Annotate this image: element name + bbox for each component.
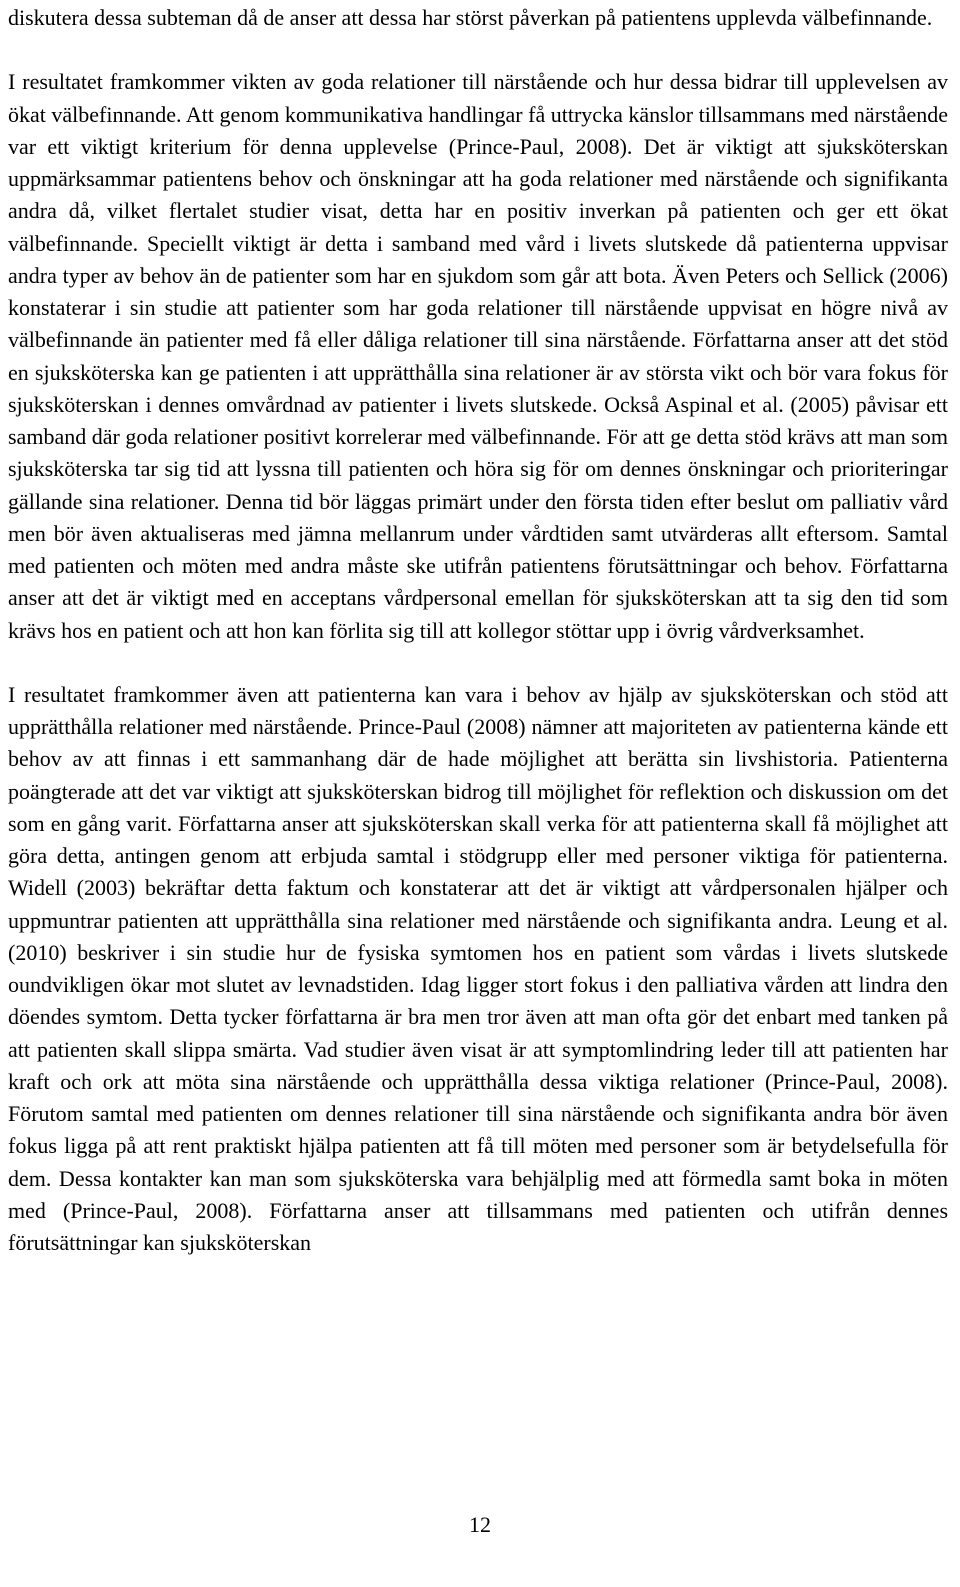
paragraph-spacer	[8, 34, 948, 66]
paragraph-relations-result: I resultatet framkommer vikten av goda relationer till närstående och hur dessa bidrar till upplevelsen av ökat välbefinnande. Att genom kommunikativa handlingar få uttrycka känslor tillsammans med närstående var ett viktigt kriterium för denna upplevelse (Prince-Paul, 2008). Det är viktigt att sjuksköterskan uppmärksammar patientens behov och önskningar att ha goda relationer med närstående och signifikanta andra då, vilket flertalet studier visat, detta har en positiv inverkan på patienten och ger ett ökat välbefinnande. Speciellt viktigt är detta i samband med vård i livets slutskede då patienterna uppvisar andra typer av behov än de patienter som har en sjukdom som går att bota. Även Peters och Sellick (2006) konstaterar i sin studie att patienter som har goda relationer till närstående uppvisat en högre nivå av välbefinnande än patienter med få eller dåliga relationer till sina närstående. Författarna anser att det stöd en sjuksköterska kan ge patienten i att upprätthålla sina relationer är av största vikt och bör vara fokus för sjuksköterskan i dennes omvårdnad av patienter i livets slutskede. Också Aspinal et al. (2005) påvisar ett samband där goda relationer positivt korrelerar med välbefinnande. För att ge detta stöd krävs att man som sjuksköterska tar sig tid att lyssna till patienten och höra sig för om dennes önskningar och prioriteringar gällande sina relationer. Denna tid bör läggas primärt under den första tiden efter beslut om palliativ vård men bör även aktualiseras med jämna mellanrum under vårdtiden samt utvärderas allt eftersom. Samtal med patienten och möten med andra måste ske utifrån patientens förutsättningar och behov. Författarna anser att det är viktigt med en acceptans vårdpersonal emellan för sjuksköterskan att ta sig den tid som krävs hos en patient och att hon kan förlita sig till att kollegor stöttar upp i övrig vårdverksamhet.	[8, 69, 948, 643]
page-number: 12	[469, 1512, 491, 1537]
paragraph-support-result: I resultatet framkommer även att patienterna kan vara i behov av hjälp av sjuksköterskan och stöd att upprätthålla relationer med närstående. Prince-Paul (2008) nämner att majoriteten av patienterna kände ett behov av att finnas i ett sammanhang där de hade möjlighet att berätta sin livshistoria. Patienterna poängterade att det var viktigt att sjuksköterskan bidrog till möjlighet för reflektion och diskussion om det som en gång varit. Författarna anser att sjuksköterskan skall verka för att patienterna skall få möjlighet att göra detta, antingen genom att erbjuda samtal i stödgrupp eller med personer viktiga för patienterna. Widell (2003) bekräftar detta faktum och konstaterar att det är viktigt att vårdpersonalen hjälper och uppmuntrar patienten att upprätthålla sina relationer med närstående och signifikanta andra. Leung et al. (2010) beskriver i sin studie hur de fysiska symtomen hos en patient som vårdas i livets slutskede oundvikligen ökar mot slutet av levnadstiden. Idag ligger stort fokus i den palliativa vården att lindra den döendes symtom. Detta tycker författarna är bra men tror även att man ofta gör det enbart med tanken på att patienten skall slippa smärta. Vad studier även visat är att symptomlindring leder till att patienten har kraft och ork att möta sina närstående och upprätthålla dessa viktiga relationer (Prince-Paul, 2008). Förutom samtal med patienten om dennes relationer till sina närstående och signifikanta andra bör även fokus ligga på att rent praktiskt hjälpa patienten att få till möten med personer som är betydelsefulla för dem. Dessa kontakter kan man som sjuksköterska vara behjälplig med att förmedla samt boka in möten med (Prince-Paul, 2008). Författarna anser att tillsammans med patienten och utifrån dennes förutsättningar kan sjuksköterskan	[8, 681, 948, 1255]
body-text	[8, 2, 948, 1259]
paragraph-spacer	[8, 647, 948, 679]
paragraph-continuation: diskutera dessa subteman då de anser att dessa har störst påverkan på patientens upplevda välbefinnande.	[8, 5, 933, 30]
